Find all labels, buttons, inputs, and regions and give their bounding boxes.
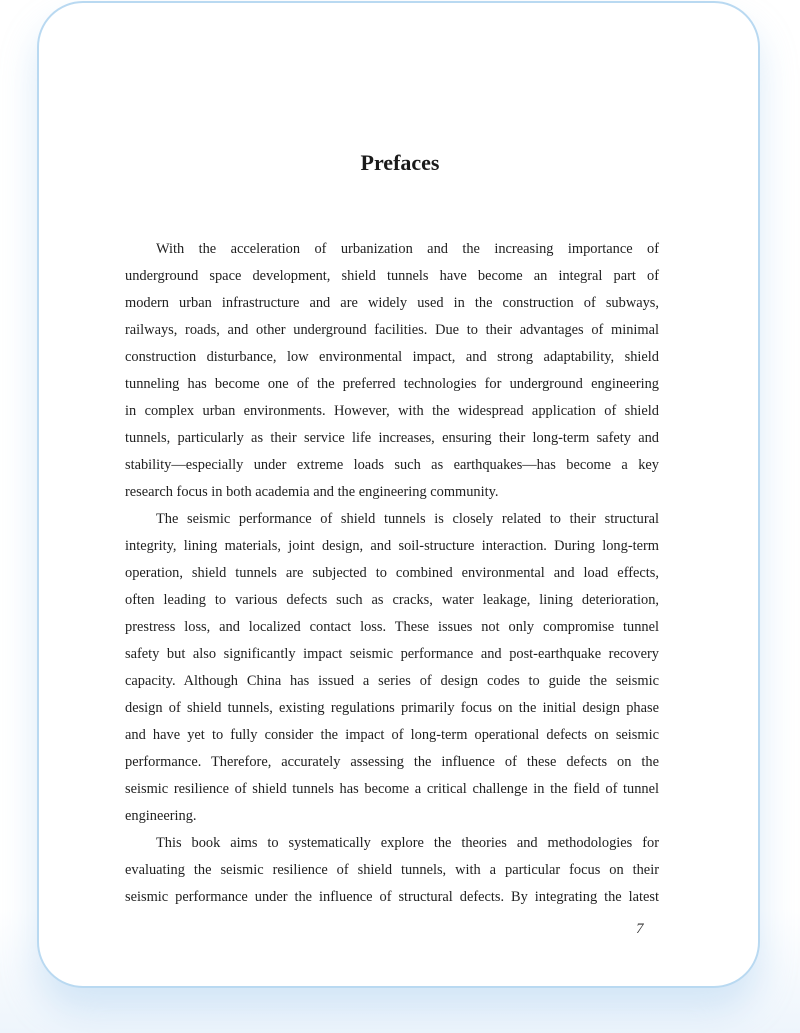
text-line: safety but also significantly impact seismic performance and post-earthquake recovery bbox=[125, 646, 659, 662]
page-title: Prefaces bbox=[360, 150, 440, 175]
paragraph-2 bbox=[125, 506, 659, 830]
text-line: construction disturbance, low environmental impact, and strong adaptability, shield bbox=[125, 349, 659, 365]
text-line: often leading to various defects such as cracks, water leakage, lining deterioration, bbox=[125, 592, 659, 608]
text-line: This book aims to systematically explore the theories and methodologies for bbox=[156, 835, 659, 851]
text-line: performance. Therefore, accurately assessing the influence of these defects on the bbox=[125, 754, 659, 770]
text-line: stability—especially under extreme loads such as earthquakes—has become a key bbox=[125, 457, 659, 473]
text-line: evaluating the seismic resilience of shield tunnels, with a particular focus on their bbox=[125, 862, 659, 878]
text-line: modern urban infrastructure and are widely used in the construction of subways, bbox=[125, 295, 659, 311]
text-line: seismic resilience of shield tunnels has become a critical challenge in the field of tunnel bbox=[125, 781, 659, 797]
paragraph-3 bbox=[125, 830, 659, 911]
text-line: seismic performance under the influence of structural defects. By integrating the latest bbox=[125, 889, 659, 905]
text-line: capacity. Although China has issued a series of design codes to guide the seismic bbox=[125, 673, 659, 689]
text-line: prestress loss, and localized contact loss. These issues not only compromise tunnel bbox=[125, 619, 659, 635]
text-line: With the acceleration of urbanization and the increasing importance of bbox=[156, 241, 659, 257]
page-number: 7 bbox=[636, 921, 644, 937]
text-line: The seismic performance of shield tunnels is closely related to their structural bbox=[156, 511, 659, 527]
text-line: integrity, lining materials, joint design, and soil-structure interaction. During long-term bbox=[125, 538, 659, 554]
text-line: underground space development, shield tunnels have become an integral part of bbox=[125, 268, 659, 284]
text-line: tunnels, particularly as their service life increases, ensuring their long-term safety and bbox=[125, 430, 659, 446]
text-line: railways, roads, and other underground facilities. Due to their advantages of minimal bbox=[125, 322, 659, 338]
text-line: tunneling has become one of the preferred technologies for underground engineering bbox=[125, 376, 659, 392]
text-line: operation, shield tunnels are subjected to combined environmental and load effects, bbox=[125, 565, 659, 581]
text-line: research focus in both academia and the engineering community. bbox=[125, 484, 499, 500]
text-line: and have yet to fully consider the impact of long-term operational defects on seismic bbox=[125, 727, 659, 743]
preface-body bbox=[125, 236, 659, 911]
text-line: engineering. bbox=[125, 808, 197, 824]
text-line: in complex urban environments. However, with the widespread application of shield bbox=[125, 403, 659, 419]
text-line: design of shield tunnels, existing regulations primarily focus on the initial design phase bbox=[125, 700, 659, 716]
paragraph-1 bbox=[125, 236, 659, 506]
